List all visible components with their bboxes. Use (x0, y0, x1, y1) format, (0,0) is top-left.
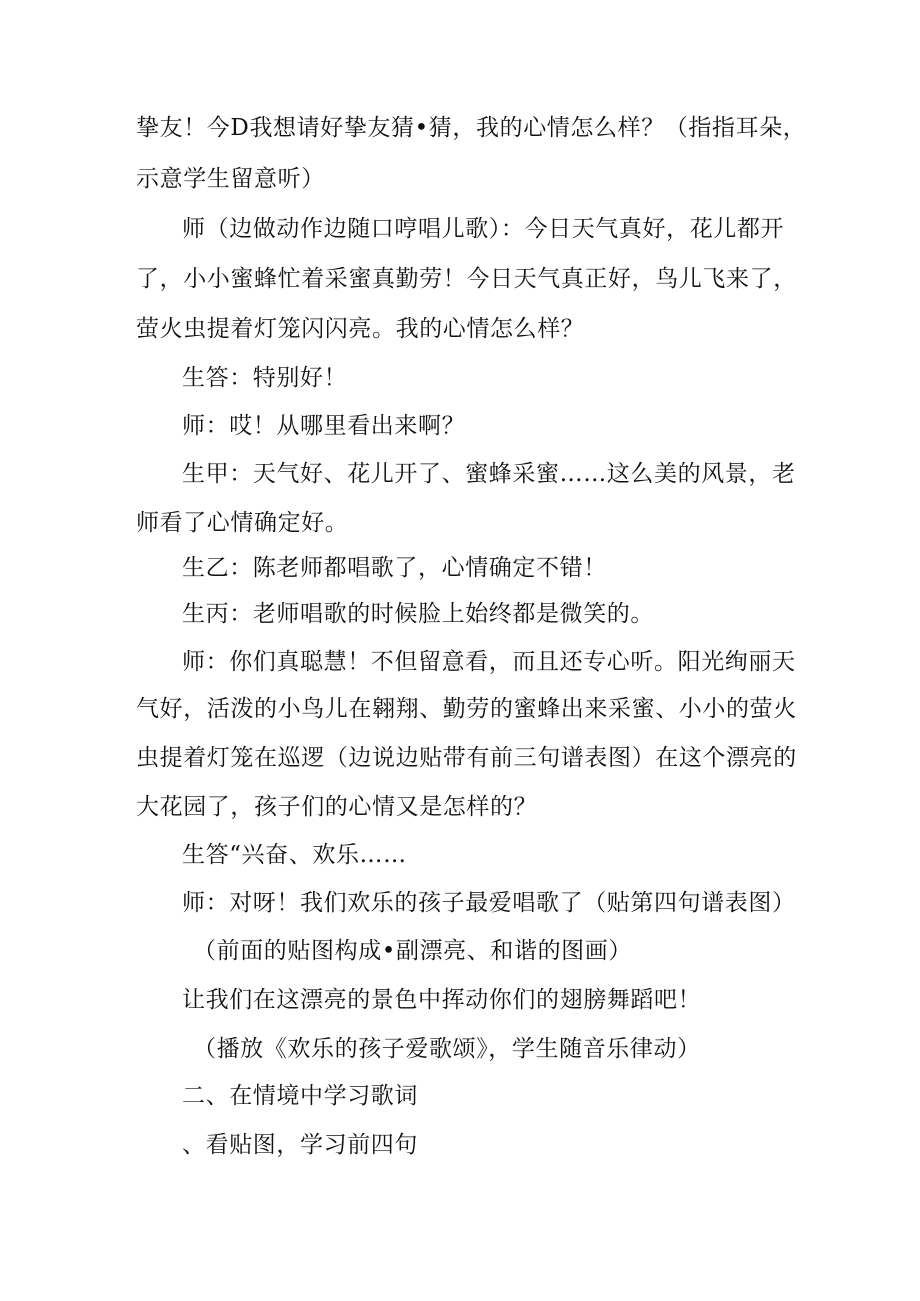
paragraph-line-11: 生丙：老师唱歌的时候脸上始终都是微笑的。 (182, 601, 654, 627)
paragraph-line-12: 师：你们真聪慧！不但留意看，而且还专心听。阳光绚丽天 (182, 649, 796, 675)
paragraph-line-5: 萤火虫提着灯笼闪闪亮。我的心情怎么样？ (136, 316, 585, 342)
paragraph-line-17: 师：对呀！我们欢乐的孩子最爱唱歌了（贴第四句谱表图） (182, 890, 796, 916)
paragraph-line-14: 虫提着灯笼在巡逻（边说边贴带有前三句谱表图）在这个漂亮的 (136, 745, 797, 771)
paragraph-line-6: 生答：特别好！ (182, 365, 348, 391)
paragraph-line-4: 了，小小蜜蜂忙着采蜜真勤劳！今日天气真正好，鸟儿飞来了， (136, 266, 797, 292)
paragraph-line-1: 挚友！今D我想请好挚友猜•猜，我的心情怎么样？（指指耳朵， (136, 115, 807, 141)
subsection-heading: 、看贴图，学习前四句 (182, 1132, 418, 1158)
paragraph-line-7: 师：哎！从哪里看出来啊？ (182, 413, 466, 439)
paragraph-line-2: 示意学生留意听） (136, 166, 325, 192)
paragraph-line-19: 让我们在这漂亮的景色中挥动你们的翅膀舞蹈吧！ (182, 987, 702, 1013)
section-heading: 二、在情境中学习歌词 (182, 1083, 418, 1109)
paragraph-line-20: （播放《欢乐的孩子爱歌颂》，学生随音乐律动） (193, 1036, 701, 1062)
paragraph-line-9: 师看了心情确定好。 (136, 510, 349, 536)
paragraph-line-8: 生甲：天气好、花儿开了、蜜蜂采蜜……这么美的风景，老 (182, 461, 796, 487)
paragraph-line-3: 师（边做动作边随口哼唱儿歌）：今日天气真好，花儿都开 (182, 216, 785, 242)
paragraph-line-15: 大花园了，孩子们的心情又是怎样的？ (136, 794, 538, 820)
paragraph-line-18: （前面的贴图构成•副漂亮、和谐的图画） (193, 938, 632, 964)
paragraph-line-16: 生答“兴奋、欢乐…… (182, 842, 407, 868)
paragraph-line-13: 气好，活泼的小鸟儿在翱翔、勤劳的蜜蜂出来采蜜、小小的萤火 (136, 696, 797, 722)
paragraph-line-10: 生乙：陈老师都唱歌了，心情确定不错！ (182, 555, 607, 581)
